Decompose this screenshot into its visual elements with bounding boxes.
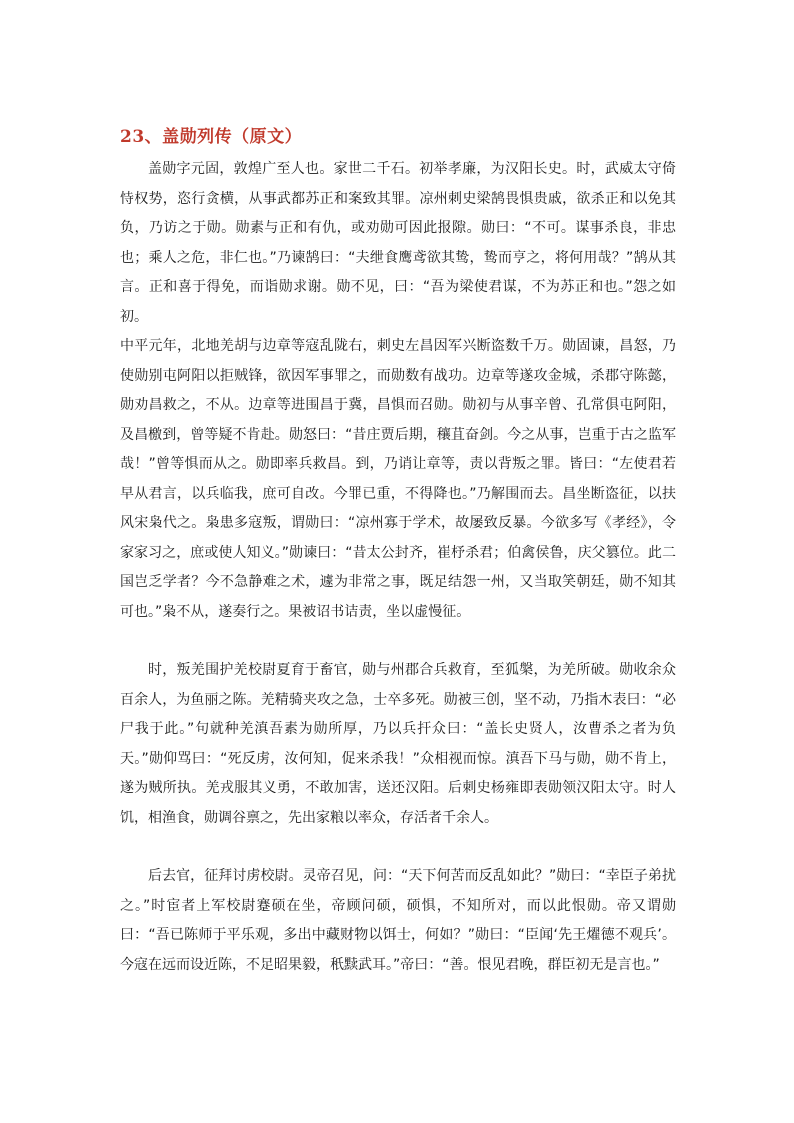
paragraph-3: 时，叛羌围护羌校尉夏育于畜官，勋与州郡合兵救育，至狐槃，为羌所破。勋收余众百余人，为鱼丽之陈。羌精骑夹攻之急，士卒多死。勋被三创，坚不动，乃指木表曰：“必尸我于此。”句就种羌滇吾素为勋所厚，乃以兵扞众曰：“盖长史贤人，汝曹杀之者为负天。”勋仰骂曰：“死反虏，汝何知，促来杀我！”众相视而惊。滇吾下马与勋，勋不肯上，遂为贼所执。羌戎服其义勇，不敢加害，送还汉阳。后刺史杨雍即表勋领汉阳太守。时人饥，相渔食，勋调谷禀之，先出家粮以率众，存活者千余人。 xyxy=(120,662,676,826)
document-title: 23、盖勋列传（原文） xyxy=(120,127,303,147)
paragraph-1: 盖勋字元固，敦煌广至人也。家世二千石。初举孝廉，为汉阳长史。时，武威太守倚恃权势，恣行贪横，从事武都苏正和案致其罪。凉州刺史梁鹄畏惧贵戚，欲杀正和以免其负，乃访之于勋。勋素与正和有仇，或劝勋可因此报隙。勋曰：“不可。谋事杀良，非忠也；乘人之危，非仁也。”乃谏鹄曰：“夫绁食鹰鸢欲其鸷，鸷而亨之，将何用哉？”鹄从其言。正和喜于得免，而诣勋求谢。勋不见，曰：“吾为梁使君谋，不为苏正和也。”怨之如初。 xyxy=(120,161,676,325)
paragraph-4: 后去官，征拜讨虏校尉。灵帝召见，问：“天下何苦而反乱如此？”勋曰：“幸臣子弟扰之。”时宦者上军校尉蹇硕在坐，帝顾问硕，硕惧，不知所对，而以此恨勋。帝又谓勋曰：“吾已陈师于平乐观，多出中藏财物以饵士，何如？”勋曰：“臣闻‘先王燿德不观兵’。今寇在远而设近陈，不足昭果毅，秖黩武耳。”帝曰：“善。恨见君晚，群臣初无是言也。” xyxy=(120,868,676,973)
document-body xyxy=(120,155,676,980)
paragraph-spacer xyxy=(120,627,676,656)
paragraph-2: 中平元年，北地羌胡与边章等寇乱陇右，刺史左昌因军兴断盗数千万。勋固谏，昌怒，乃使勋别屯阿阳以拒贼锋，欲因军事罪之，而勋数有战功。边章等遂攻金城，杀郡守陈懿，勋劝昌救之，不从。边章等进围昌于冀，昌惧而召勋。勋初与从事辛曾、孔常俱屯阿阳，及昌檄到，曾等疑不肯赴。勋怒曰：“昔庄贾后期，穰苴奋剑。今之从事，岂重于古之监军哉！”曾等惧而从之。勋即率兵救昌。到，乃诮让章等，责以背叛之罪。皆曰：“左使君若早从君言，以兵临我，庶可自改。今罪已重，不得降也。”乃解围而去。昌坐断盗征，以扶风宋枭代之。枭患多寇叛，谓勋曰：“凉州寡于学术，故屡致反暴。今欲多写《孝经》，令家家习之，庶或使人知义。”勋谏曰：“昔太公封齐，崔杼杀君；伯禽侯鲁，庆父篡位。此二国岂乏学者？今不急静难之术，遽为非常之事，既足结怨一州，又当取笑朝廷，勋不知其可也。”枭不从，遂奏行之。果被诏书诘责，坐以虚慢征。 xyxy=(120,338,676,620)
paragraph-spacer xyxy=(120,833,676,862)
